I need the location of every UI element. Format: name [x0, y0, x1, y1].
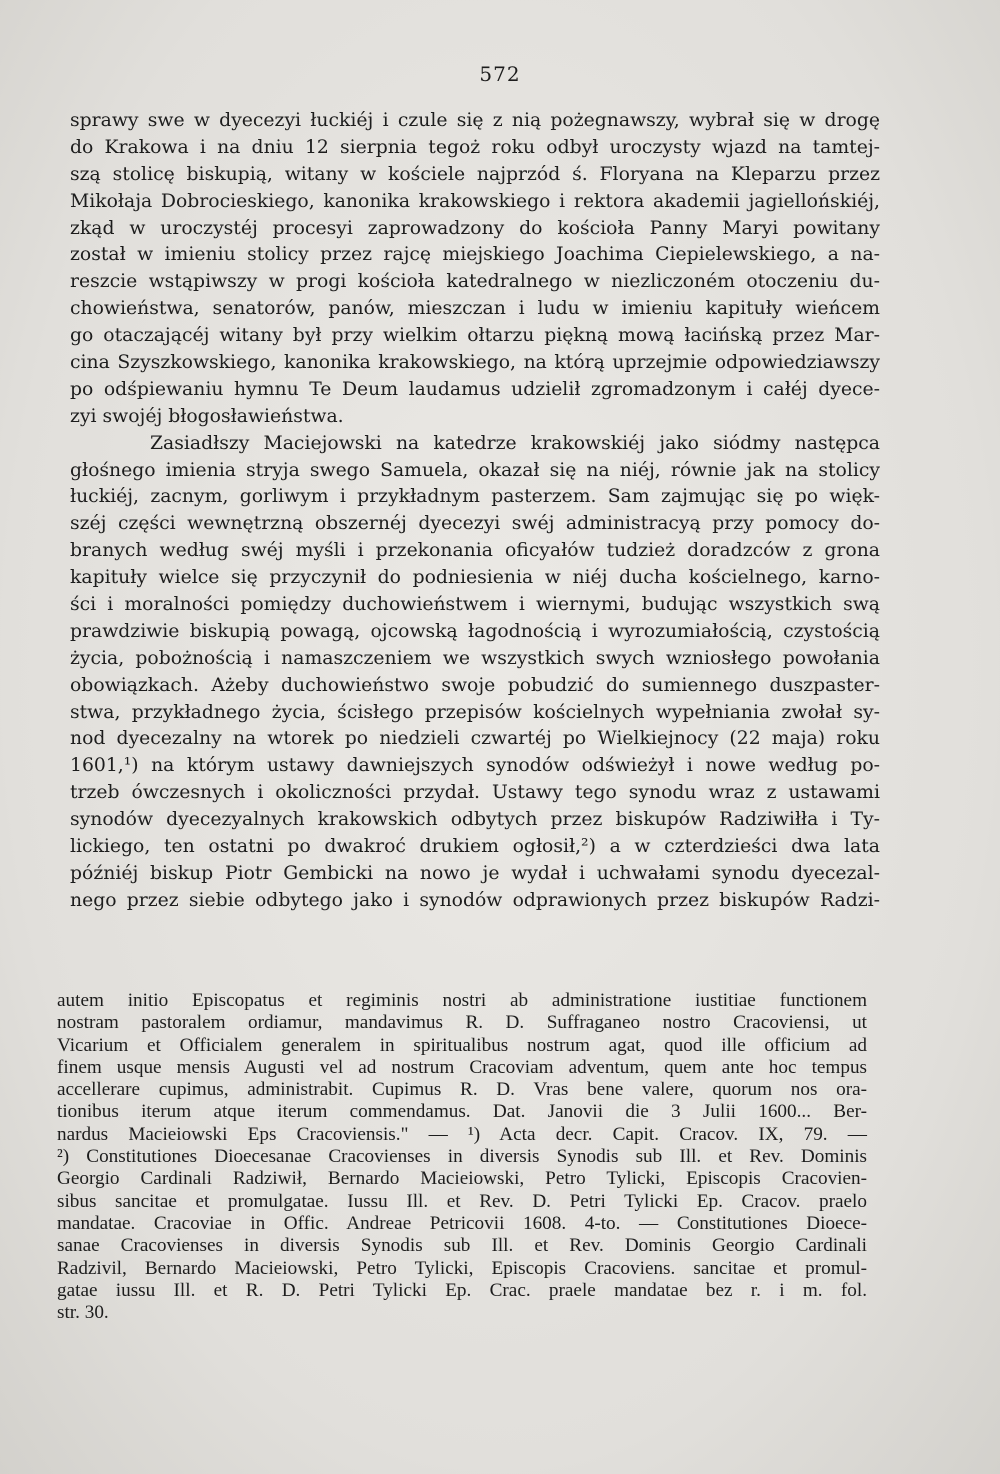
- text-line: prawdziwie biskupią powagą, ojcowską łagodnością i wyrozumiałością, czystością: [70, 620, 880, 642]
- text-line: nod dyecezalny na wtorek po niedzieli czwartéj po Wielkiejnocy (22 maja) roku: [70, 728, 880, 750]
- text-line: do Krakowa i na dniu 12 sierpnia tegoż roku odbył uroczysty wjazd na tamtej-: [70, 136, 880, 158]
- text-line: kapituły wielce się przyczynił do podniesienia w niéj ducha kościelnego, karno-: [70, 567, 880, 589]
- text-line: życia, pobożnością i namaszczeniem we wszystkich swych wzniosłego powołania: [70, 647, 880, 669]
- text-line: obowiązkach. Ażeby duchowieństwo swoje pobudzić do sumiennego duszpaster-: [70, 674, 880, 696]
- text-line: chowieństwa, senatorów, panów, mieszczan i ludu w imieniu kapituły wieńcem: [70, 298, 880, 320]
- text-line: lickiego, ten ostatni po dwakroć drukiem ogłosił,²) a w czterdzieści dwa lata: [70, 836, 880, 858]
- text-line: po odśpiewaniu hymnu Te Deum laudamus udzielił zgromadzonym i całéj dyece-: [70, 378, 880, 400]
- footnotes: [57, 990, 867, 1324]
- text-line: szą stolicę biskupią, witany w kościele najprzód ś. Floryana na Kleparzu przez: [70, 163, 880, 185]
- text-line: széj części wewnętrzną obszernéj dyecezyi swéj administracyą przy pomocy do-: [70, 513, 880, 535]
- footnote-line: sanae Cracovienses in diversis Synodis sub Ill. et Rev. Dominis Georgio Cardinali: [57, 1235, 867, 1257]
- page-number: 572: [479, 62, 521, 86]
- footnote-line: nostram pastoralem ordiamur, mandavimus R. D. Suffraganeo nostro Cracoviensi, ut: [57, 1012, 867, 1034]
- text-line: został w imieniu stolicy przez rajcę miejskiego Joachima Ciepielewskiego, a na-: [70, 244, 880, 266]
- text-line: trzeb ówczesnych i okoliczności przydał. Ustawy tego synodu wraz z ustawami: [70, 782, 880, 804]
- text-line: go otaczającéj witany był przy wielkim ołtarzu piękną mową łacińską przez Mar-: [70, 325, 880, 347]
- text-line: Zasiadłszy Maciejowski na katedrze krakowskiéj jako siódmy następca: [150, 432, 880, 454]
- text-line: zkąd w uroczystéj procesyi zaprowadzony do kościoła Panny Maryi powitany: [70, 217, 880, 239]
- footnote-line: Radzivil, Bernardo Macieiowski, Petro Tylicki, Episcopis Cracoviens. sancitae et promul-: [57, 1257, 867, 1279]
- footnote-line: ²) Constitutiones Dioecesanae Cracovienses in diversis Synodis sub Ill. et Rev. Dominis: [57, 1146, 867, 1168]
- footnote-line: sibus sancitae et promulgatae. Iussu Ill. et Rev. D. Petri Tylicki Ep. Cracov. praelo: [57, 1190, 867, 1212]
- text-line: późniéj biskup Piotr Gembicki na nowo je wydał i uchwałami synodu dyecezal-: [70, 862, 880, 884]
- text-line: łuckiéj, zacnym, gorliwym i przykładnym pasterzem. Sam zajmując się po więk-: [70, 486, 880, 508]
- footnote-line: nardus Macieiowski Eps Cracoviensis." — ¹) Acta decr. Capit. Cracov. IX, 79. —: [57, 1123, 867, 1145]
- text-line: sprawy swe w dyecezyi łuckiéj i czule się z nią pożegnawszy, wybrał się w drogę: [70, 110, 880, 131]
- text-line: synodów dyecezyalnych krakowskich odbytych przez biskupów Radziwiłła i Ty-: [70, 809, 880, 831]
- text-line: ści i moralności pomiędzy duchowieństwem i wiernymi, budując wszystkich swą: [70, 594, 880, 616]
- text-line: głośnego imienia stryja swego Samuela, okazał się na niéj, równie jak na stolicy: [70, 459, 880, 481]
- text-line: zyi swojéj błogosławieństwa.: [70, 405, 344, 427]
- footnote-line: Georgio Cardinali Radziwił, Bernardo Macieiowski, Petro Tylicki, Episcopis Cracovien-: [57, 1168, 867, 1190]
- text-line: nego przez siebie odbytego jako i synodów odprawionych przez biskupów Radzi-: [70, 889, 880, 911]
- text-line: branych według swéj myśli i przekonania oficyałów tudzież doradzców z grona: [70, 540, 880, 562]
- footnote-line: finem usque mensis Augusti vel ad nostrum Cracoviam adventum, quem ante hoc tempus: [57, 1056, 867, 1078]
- text-line: cina Szyszkowskiego, kanonika krakowskiego, na którą uprzejmie odpowiedziawszy: [70, 352, 880, 374]
- text-line: reszcie wstąpiwszy w progi kościoła katedralnego w niezliczoném otoczeniu du-: [70, 271, 880, 293]
- footnote-line: tionibus iterum atque iterum commendamus. Dat. Janovii die 3 Julii 1600... Ber-: [57, 1101, 867, 1123]
- footnote-line: mandatae. Cracoviae in Offic. Andreae Petricovii 1608. 4-to. — Constitutiones Dioece-: [57, 1212, 867, 1234]
- main-text: [70, 108, 880, 915]
- footnote-line: Vicarium et Officialem generalem in spiritualibus nostrum agat, quod ille officium ad: [57, 1034, 867, 1056]
- text-line: Mikołaja Dobrocieskiego, kanonika krakowskiego i rektora akademii jagiellońskiéj,: [70, 190, 880, 212]
- text-line: stwa, przykładnego życia, ścisłego przepisów kościelnych wypełniania zwołał sy-: [70, 701, 880, 723]
- footnote-line: autem initio Episcopatus et regiminis nostri ab administratione iustitiae functionem: [57, 990, 867, 1011]
- footnote-line: str. 30.: [57, 1302, 109, 1324]
- text-line: 1601,¹) na którym ustawy dawniejszych synodów odświeżył i nowe według po-: [70, 755, 880, 777]
- footnote-line: accellerare cupimus, administrabit. Cupimus R. D. Vras bene valere, quorum nos ora-: [57, 1079, 867, 1101]
- footnote-line: gatae iussu Ill. et R. D. Petri Tylicki Ep. Crac. praele mandatae bez r. i m. fol.: [57, 1279, 867, 1301]
